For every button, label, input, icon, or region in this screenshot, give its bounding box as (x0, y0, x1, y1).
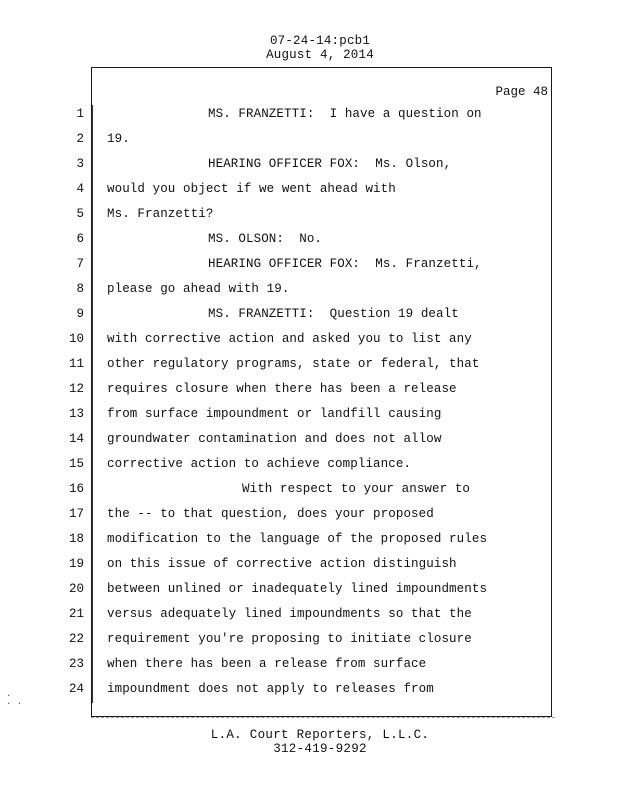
transcript-line: would you object if we went ahead with (107, 182, 396, 196)
line-number-margin-rule (92, 105, 93, 703)
line-number: 14 (68, 432, 84, 446)
line-number: 3 (76, 157, 84, 171)
transcript-line: when there has been a release from surface (107, 657, 427, 671)
page-footer (0, 728, 618, 756)
transcript-line: please go ahead with 19. (107, 282, 290, 296)
line-number: 10 (68, 332, 84, 346)
transcript-line: MS. FRANZETTI: I have a question on (208, 107, 482, 121)
page-number: Page 48 (495, 85, 548, 99)
document-id: 07-24-14:pcb1 (269, 34, 371, 48)
line-number: 2 (76, 132, 84, 146)
line-number: 18 (68, 532, 84, 546)
transcript-line: corrective action to achieve compliance. (107, 457, 412, 471)
page-header (0, 34, 618, 62)
transcript-line: with corrective action and asked you to list any (107, 332, 472, 346)
transcript-line: the -- to that question, does your proposed (107, 507, 434, 521)
line-number: 22 (68, 632, 84, 646)
transcript-line: impoundment does not apply to releases from (107, 682, 434, 696)
transcript-line: versus adequately lined impoundments so that the (107, 607, 472, 621)
line-number-column (66, 105, 84, 705)
line-number: 6 (76, 232, 84, 246)
transcript-line: requirement you're proposing to initiate closure (107, 632, 472, 646)
line-number: 16 (68, 482, 84, 496)
line-number: 11 (68, 357, 84, 371)
transcript-line: modification to the language of the proposed rules (107, 532, 488, 546)
transcript-line: between unlined or inadequately lined impoundments (107, 582, 488, 596)
court-reporter-phone: 312-419-9292 (273, 742, 367, 756)
line-number: 24 (68, 682, 84, 696)
transcript-line: 19. (107, 132, 130, 146)
line-number: 12 (68, 382, 84, 396)
line-number: 9 (76, 307, 84, 321)
transcript-line: from surface impoundment or landfill causing (107, 407, 442, 421)
document-date: August 4, 2014 (266, 48, 374, 62)
transcript-text (107, 105, 507, 705)
line-number: 7 (76, 257, 84, 271)
line-number: 13 (68, 407, 84, 421)
transcript-line: HEARING OFFICER FOX: Ms. Olson, (208, 157, 452, 171)
line-number: 1 (76, 107, 84, 121)
bottom-rule (91, 717, 555, 718)
line-number: 8 (76, 282, 84, 296)
transcript-line: other regulatory programs, state or federal, that (107, 357, 480, 371)
line-number: 23 (68, 657, 84, 671)
line-number: 5 (76, 207, 84, 221)
transcript-line: MS. OLSON: No. (208, 232, 323, 246)
line-number: 19 (68, 557, 84, 571)
transcript-line: MS. FRANZETTI: Question 19 dealt (208, 307, 459, 321)
transcript-line: HEARING OFFICER FOX: Ms. Franzetti, (208, 257, 482, 271)
transcript-line: on this issue of corrective action distinguish (107, 557, 457, 571)
line-number: 4 (76, 182, 84, 196)
transcript-line: Ms. Franzetti? (107, 207, 214, 221)
transcript-line: groundwater contamination and does not allow (107, 432, 442, 446)
line-number: 15 (68, 457, 84, 471)
line-number: 20 (68, 582, 84, 596)
transcript-line: requires closure when there has been a release (107, 382, 457, 396)
line-number: 17 (68, 507, 84, 521)
line-number: 21 (68, 607, 84, 621)
transcript-line: With respect to your answer to (242, 482, 471, 496)
court-reporter-name: L.A. Court Reporters, L.L.C. (210, 728, 430, 742)
scan-artifact: · · · (6, 691, 23, 709)
